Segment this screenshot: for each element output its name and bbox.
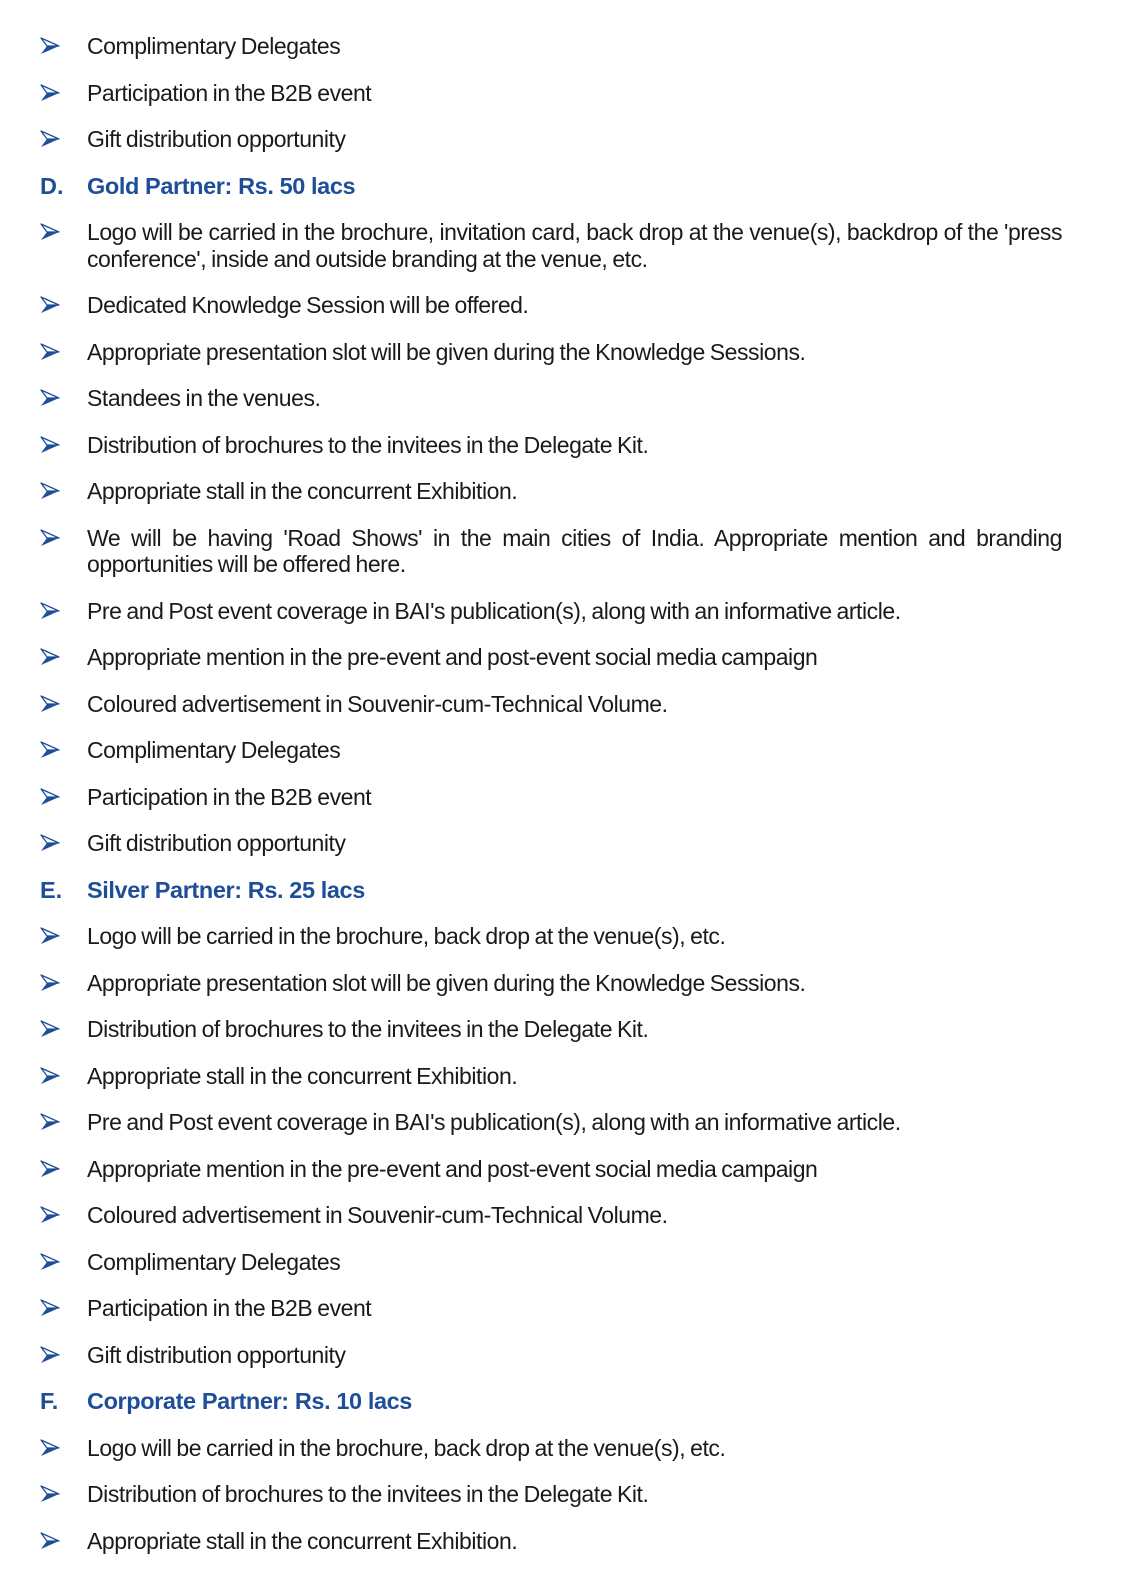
section-title: Silver Partner: Rs. 25 lacs	[87, 876, 365, 903]
arrowhead-bullet-icon	[40, 1439, 62, 1459]
arrowhead-bullet-icon	[40, 389, 62, 409]
list-item-text: Complimentary Delegates	[87, 33, 341, 59]
list-item-text: Coloured advertisement in Souvenir-cum-Technical Volume.	[87, 1202, 668, 1228]
arrowhead-bullet-icon	[40, 1020, 62, 1040]
arrowhead-bullet-icon	[40, 1067, 62, 1087]
arrowhead-bullet-icon	[40, 1299, 62, 1319]
arrowhead-bullet-icon	[40, 1532, 62, 1552]
arrowhead-bullet-icon	[40, 834, 62, 854]
arrowhead-bullet-icon	[40, 1346, 62, 1366]
list-item-text: Logo will be carried in the brochure, back drop at the venue(s), etc.	[87, 1434, 726, 1461]
arrowhead-bullet-icon	[40, 1113, 62, 1133]
arrowhead-bullet-icon	[40, 1253, 62, 1273]
arrowhead-bullet-icon	[40, 927, 62, 947]
list-item-text: Logo will be carried in the brochure, invitation card, back drop at the venue(s), backdrop of the 'press conference', inside and outside branding at the venue, etc.	[87, 219, 1062, 272]
arrowhead-bullet-icon	[40, 37, 62, 57]
arrowhead-bullet-icon	[40, 1160, 62, 1180]
arrowhead-bullet-icon	[40, 602, 62, 622]
list-item-text: Gift distribution opportunity	[87, 1341, 346, 1368]
section-title: Corporate Partner: Rs. 10 lacs	[87, 1388, 412, 1414]
arrowhead-bullet-icon	[40, 84, 62, 104]
arrowhead-bullet-icon	[40, 695, 62, 715]
list-item-text: Complimentary Delegates	[87, 737, 341, 763]
list-item-text: Appropriate presentation slot will be given during the Knowledge Sessions.	[87, 969, 806, 996]
arrowhead-bullet-icon	[40, 1206, 62, 1226]
list-item-text: Participation in the B2B event	[87, 1295, 372, 1321]
arrowhead-bullet-icon	[40, 482, 62, 502]
arrowhead-bullet-icon	[40, 741, 62, 761]
list-item-text: Appropriate mention in the pre-event and post-event social media campaign	[87, 644, 818, 670]
arrowhead-bullet-icon	[40, 1485, 62, 1505]
list-item-text: Gift distribution opportunity	[87, 126, 346, 152]
list-item-text: Appropriate stall in the concurrent Exhibition.	[87, 478, 518, 504]
list-item-text: Appropriate mention in the pre-event and post-event social media campaign	[87, 1155, 818, 1182]
arrowhead-bullet-icon	[40, 529, 62, 549]
list-item-text: Appropriate presentation slot will be given during the Knowledge Sessions.	[87, 338, 806, 365]
arrowhead-bullet-icon	[40, 788, 62, 808]
section-letter: F.	[40, 1388, 59, 1414]
section-letter: D.	[40, 172, 64, 199]
list-item-text: Distribution of brochures to the invitees in the Delegate Kit.	[87, 431, 649, 458]
list-item-text: Gift distribution opportunity	[87, 830, 346, 856]
list-item-text: Distribution of brochures to the invitees in the Delegate Kit.	[87, 1016, 649, 1042]
list-item-text: Appropriate stall in the concurrent Exhibition.	[87, 1527, 518, 1554]
list-item-text: Appropriate stall in the concurrent Exhibition.	[87, 1062, 518, 1089]
list-item-text: Coloured advertisement in Souvenir-cum-Technical Volume.	[87, 690, 668, 717]
list-item-text: Standees in the venues.	[87, 385, 321, 411]
arrowhead-bullet-icon	[40, 223, 62, 243]
list-item-text: Complimentary Delegates	[87, 1248, 341, 1275]
section-letter: E.	[40, 876, 63, 903]
arrowhead-bullet-icon	[40, 296, 62, 316]
list-item-text: Distribution of brochures to the invitees in the Delegate Kit.	[87, 1481, 649, 1507]
list-item-text: Pre and Post event coverage in BAI's publication(s), along with an informative article.	[87, 1109, 901, 1135]
arrowhead-bullet-icon	[40, 130, 62, 150]
list-item-text: Participation in the B2B event	[87, 783, 372, 810]
list-item-text: Dedicated Knowledge Session will be offered.	[87, 292, 529, 318]
list-item-text: Participation in the B2B event	[87, 79, 372, 106]
arrowhead-bullet-icon	[40, 974, 62, 994]
list-item-text: Logo will be carried in the brochure, back drop at the venue(s), etc.	[87, 923, 726, 949]
arrowhead-bullet-icon	[40, 436, 62, 456]
arrowhead-bullet-icon	[40, 343, 62, 363]
list-item-text: Pre and Post event coverage in BAI's publication(s), along with an informative article.	[87, 597, 901, 624]
list-item-text: We will be having 'Road Shows' in the main cities of India. Appropriate mention and branding opportunities will be offered here.	[87, 524, 1062, 577]
arrowhead-bullet-icon	[40, 648, 62, 668]
section-title: Gold Partner: Rs. 50 lacs	[87, 172, 356, 199]
